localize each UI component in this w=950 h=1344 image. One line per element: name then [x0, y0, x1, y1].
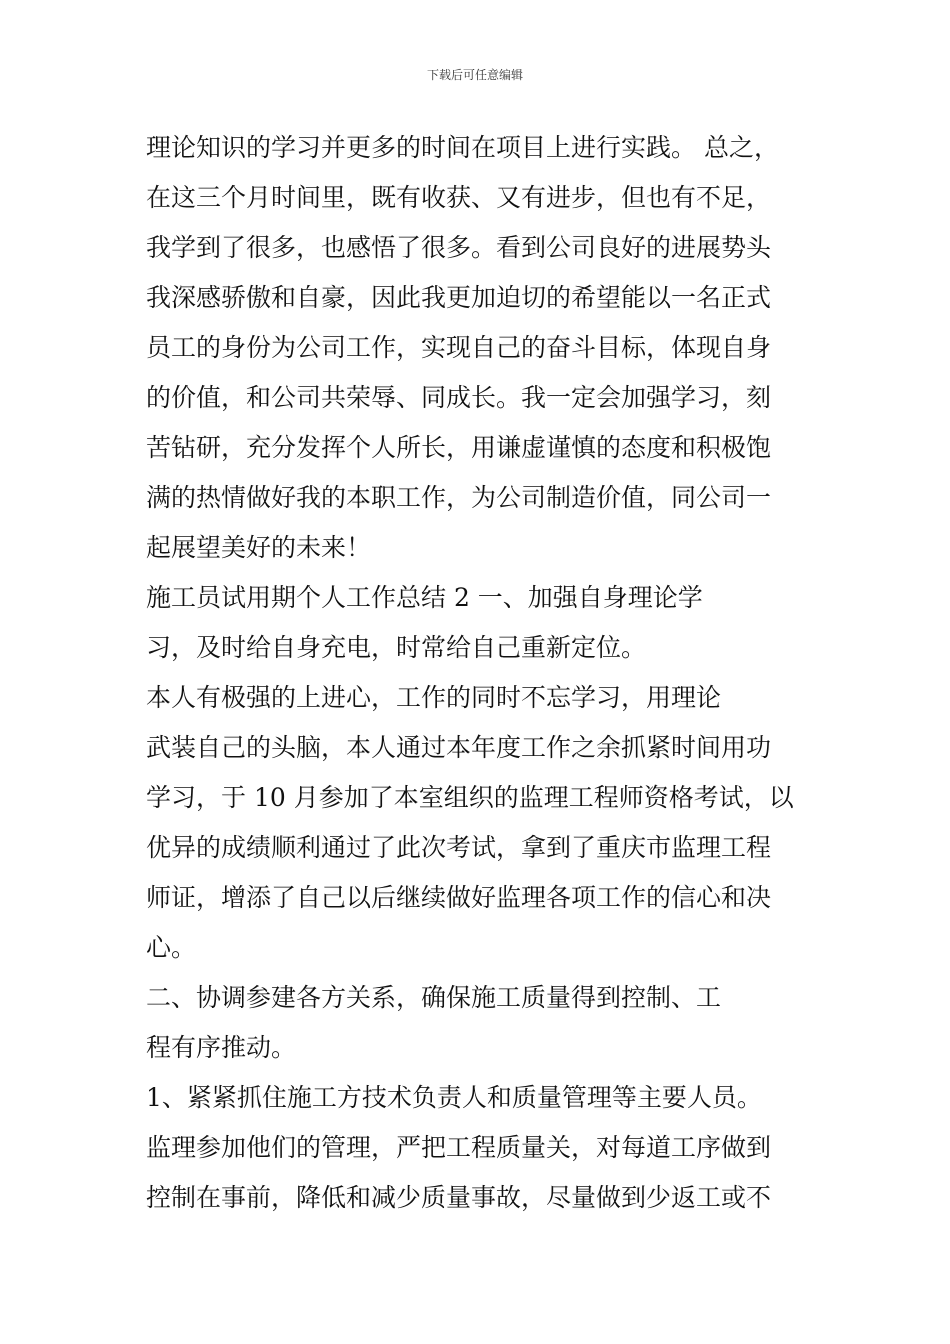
text-line: 理论知识的学习并更多的时间在项目上进行实践。 总之，	[146, 133, 779, 162]
text-line: 学习，于 10 月参加了本室组织的监理工程师资格考试，以	[146, 783, 794, 812]
text-line: 在这三个月时间里，既有收获、又有进步，但也有不足，	[146, 183, 772, 212]
text-line: 满的热情做好我的本职工作，为公司制造价值，同公司一	[146, 483, 772, 512]
text-line: 苦钻研，充分发挥个人所长，用谦虚谨慎的态度和积极饱	[146, 433, 772, 462]
text-line: 起展望美好的未来！	[146, 533, 372, 562]
text-line: 习，及时给自身充电，时常给自己重新定位。	[146, 633, 647, 662]
text-line: 心。	[146, 933, 197, 962]
text-line: 的价值，和公司共荣辱、同成长。我一定会加强学习，刻	[146, 383, 772, 412]
text-line: 优异的成绩顺利通过了此次考试，拿到了重庆市监理工程	[146, 833, 772, 862]
text-line: 监理参加他们的管理，严把工程质量关，对每道工序做到	[146, 1133, 772, 1162]
page-header: 下载后可任意编辑	[426, 68, 523, 82]
text-line: 1、紧紧抓住施工方技术负责人和质量管理等主要人员。	[146, 1083, 762, 1112]
text-line: 程有序推动。	[146, 1033, 297, 1062]
section-heading-line: 施工员试用期个人工作总结 2 一、加强自身理论学	[146, 583, 703, 612]
document-body	[146, 128, 826, 1228]
text-line: 员工的身份为公司工作，实现自己的奋斗目标，体现自身	[146, 333, 772, 362]
text-line: 本人有极强的上进心，工作的同时不忘学习，用理论	[146, 683, 722, 712]
text-line: 我深感骄傲和自豪，因此我更加迫切的希望能以一名正式	[146, 283, 772, 312]
text-line: 控制在事前，降低和减少质量事故，尽量做到少返工或不	[146, 1183, 772, 1212]
text-line: 我学到了很多，也感悟了很多。看到公司良好的进展势头	[146, 233, 772, 262]
text-line: 武装自己的头脑，本人通过本年度工作之余抓紧时间用功	[146, 733, 772, 762]
section-heading-line: 二、协调参建各方关系，确保施工质量得到控制、工	[146, 983, 722, 1012]
text-line: 师证，增添了自己以后继续做好监理各项工作的信心和决	[146, 883, 772, 912]
